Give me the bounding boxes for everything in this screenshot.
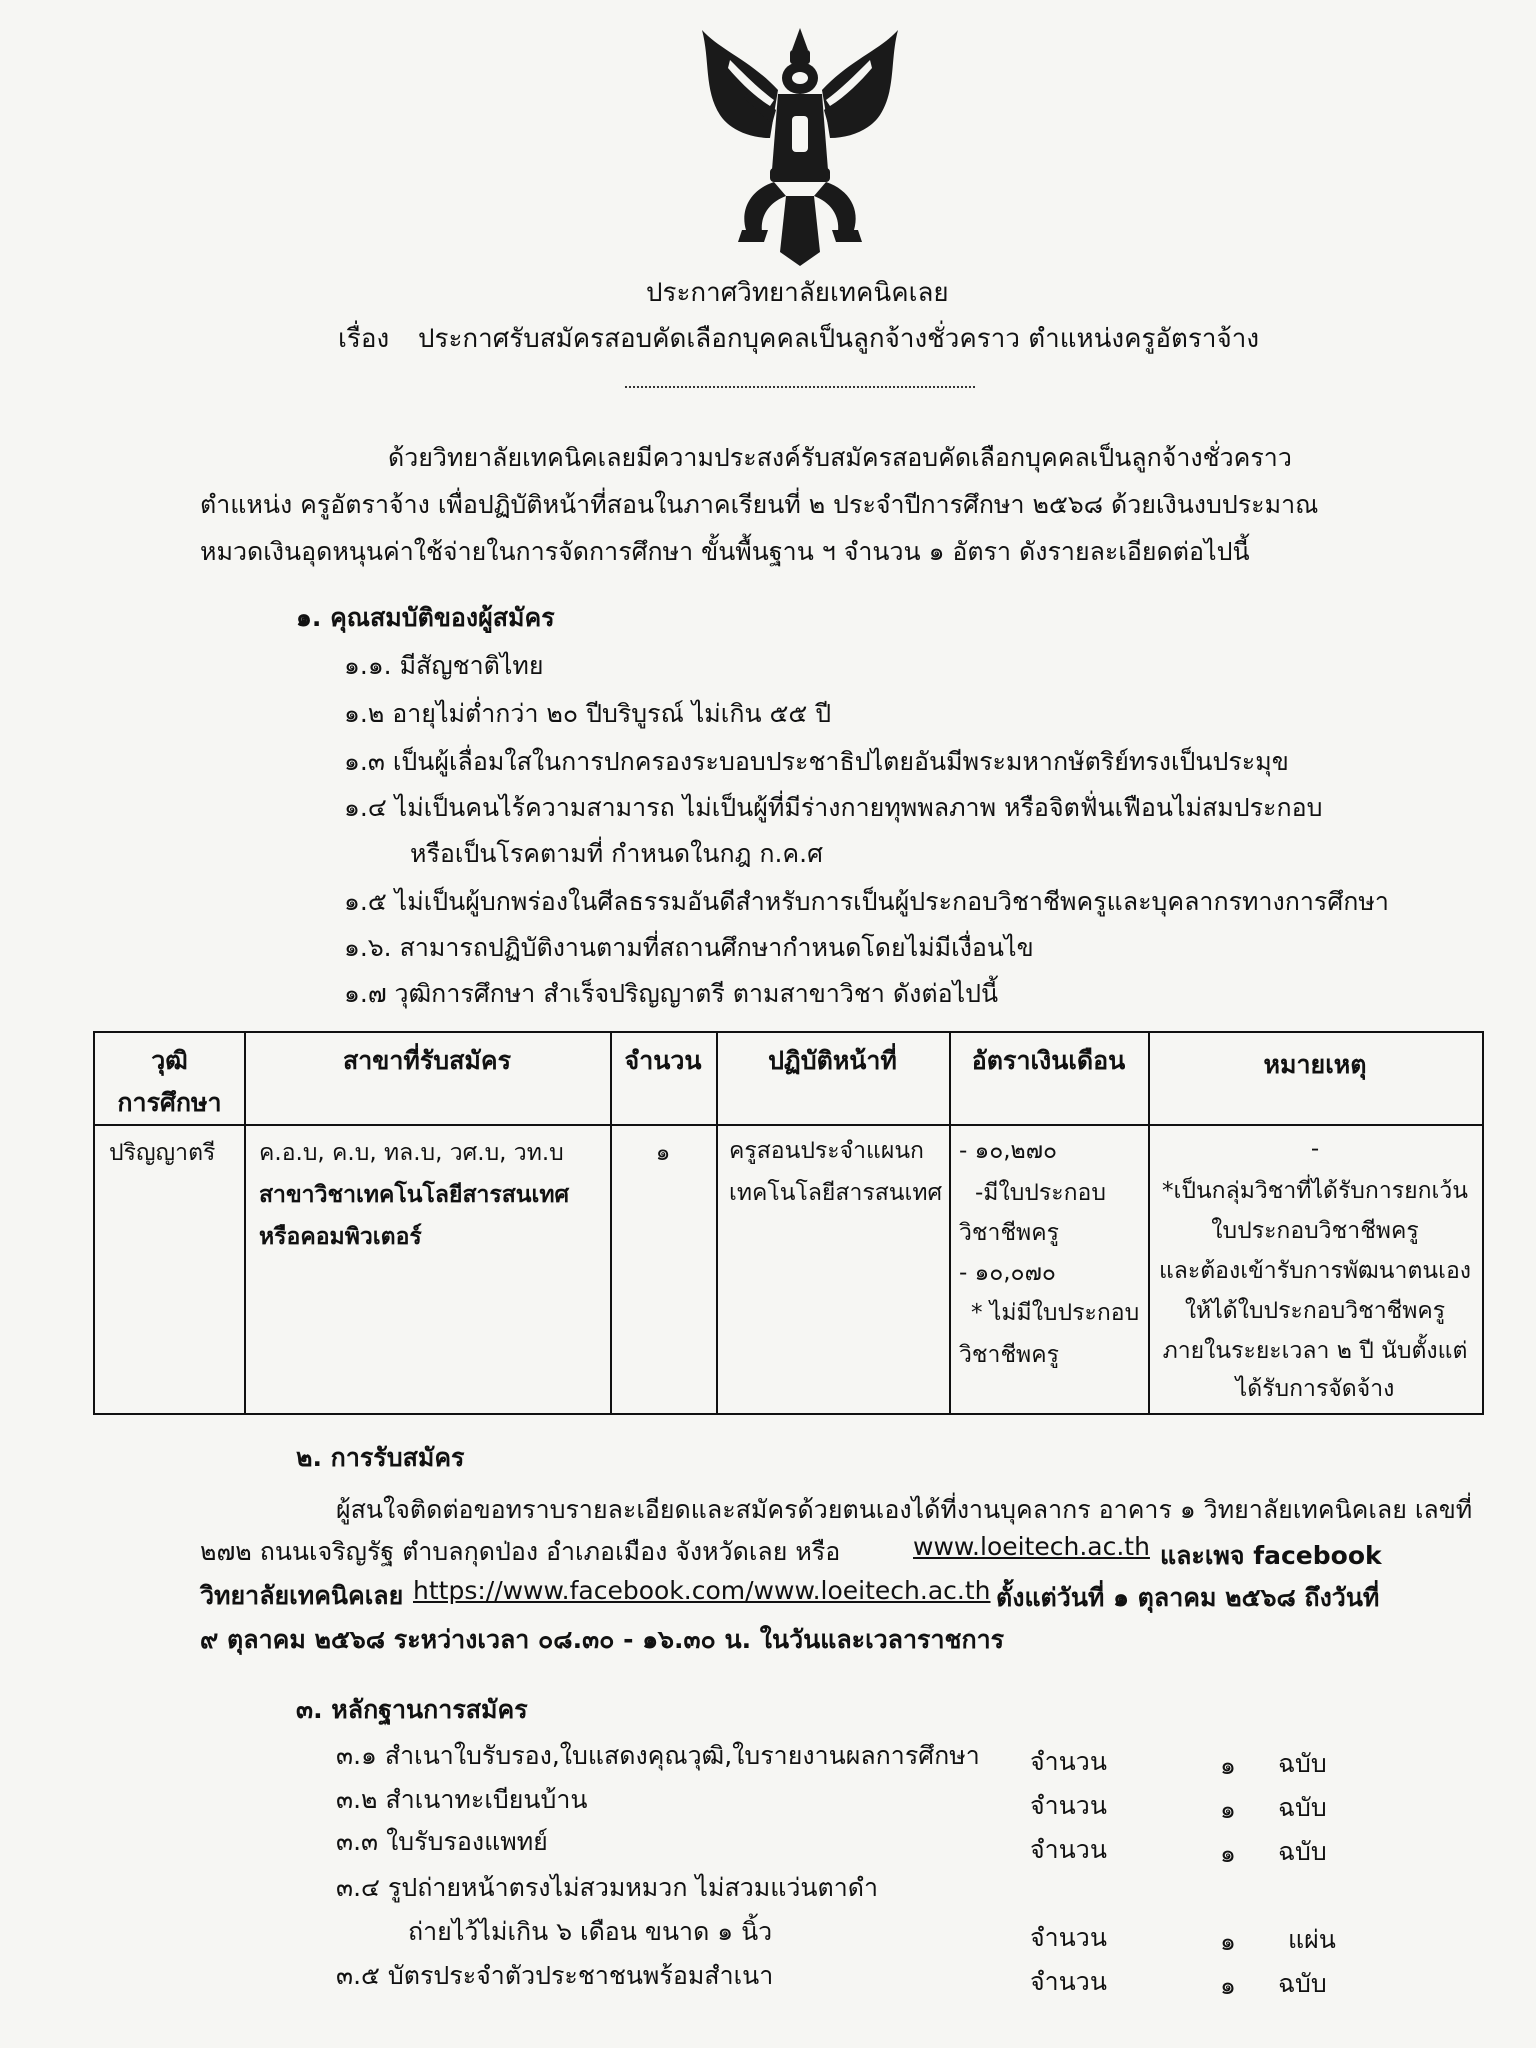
- application-line-3: วิทยาลัยเทคนิคเลย: [200, 1581, 404, 1610]
- document-qty: ๑: [1220, 1839, 1236, 1868]
- cell-note-line: ภายในระยะเวลา ๒ ปี นับตั้งแต่: [1162, 1338, 1468, 1364]
- document-item-label: ๓.๑ สำเนาใบรับรอง,ใบแสดงคุณวุฒิ,ใบรายงานผลการศึกษา: [336, 1741, 980, 1770]
- cell-salary-line: - ๑๐,๐๗๐: [959, 1260, 1056, 1286]
- th-field: สาขาที่รับสมัคร: [342, 1046, 512, 1075]
- document-qty: ๑: [1220, 1927, 1236, 1956]
- cell-salary-line: * ไม่มีใบประกอบ: [971, 1300, 1140, 1326]
- subject-text: ประกาศรับสมัครสอบคัดเลือกบุคคลเป็นลูกจ้างชั่วคราว ตำแหน่งครูอัตราจ้าง: [418, 324, 1260, 354]
- section-3-heading: ๓. หลักฐานการสมัคร: [296, 1695, 528, 1724]
- cell-count: ๑: [655, 1140, 671, 1166]
- th-note: หมายเหตุ: [1263, 1050, 1367, 1079]
- cell-note-line: *เป็นกลุ่มวิชาที่ได้รับการยกเว้น: [1161, 1178, 1469, 1204]
- application-period: ตั้งแต่วันที่ ๑ ตุลาคม ๒๕๖๘ ถึงวันที่: [996, 1583, 1380, 1612]
- cell-field-line: หรือคอมพิวเตอร์: [259, 1224, 422, 1250]
- cell-salary-line: วิชาชีพครู: [959, 1342, 1059, 1368]
- th-duty: ปฏิบัติหน้าที่: [768, 1046, 897, 1075]
- document-item-label: ๓.๔ รูปถ่ายหน้าตรงไม่สวมหมวก ไม่สวมแว่นตาดำ: [336, 1873, 879, 1902]
- document-unit: ฉบับ: [1278, 1749, 1327, 1778]
- qualification-item: ๑.๔ ไม่เป็นคนไร้ความสามารถ ไม่เป็นผู้ที่มีร่างกายทุพพลภาพ หรือจิตฟั่นเฟือนไม่สมประกอบ: [344, 793, 1323, 822]
- document-qty: ๑: [1220, 1971, 1236, 2000]
- cell-salary-line: -มีใบประกอบ: [975, 1180, 1106, 1206]
- subject-label: เรื่อง: [338, 324, 390, 354]
- facebook-page-label: และเพจ facebook: [1160, 1541, 1382, 1570]
- cell-salary-line: วิชาชีพครู: [959, 1220, 1059, 1246]
- document-qty-label: จำนวน: [1030, 1923, 1107, 1952]
- intro-line-2: ตำแหน่ง ครูอัตราจ้าง เพื่อปฏิบัติหน้าที่สอนในภาคเรียนที่ ๒ ประจำปีการศึกษา ๒๕๖๘ ด้วยเงินงบประมาณ: [200, 490, 1319, 519]
- th-count: จำนวน: [624, 1046, 702, 1075]
- qualification-item: ๑.๓ เป็นผู้เลื่อมใสในการปกครองระบอบประชาธิปไตยอันมีพระมหากษัตริย์ทรงเป็นประมุข: [344, 747, 1289, 776]
- qualification-item: ๑.๒ อายุไม่ต่ำกว่า ๒๐ ปีบริบูรณ์ ไม่เกิน ๕๕ ปี: [344, 699, 832, 728]
- org-title: ประกาศวิทยาลัยเทคนิคเลย: [646, 278, 949, 308]
- document-item-label: ๓.๒ สำเนาทะเบียนบ้าน: [336, 1785, 588, 1814]
- intro-line-3: หมวดเงินอุดหนุนค่าใช้จ่ายในการจัดการศึกษา ขั้นพื้นฐาน ฯ จำนวน ๑ อัตรา ดังรายละเอียดต่อไปนี้: [200, 537, 1250, 566]
- intro-line-1: ด้วยวิทยาลัยเทคนิคเลยมีความประสงค์รับสมัครสอบคัดเลือกบุคคลเป็นลูกจ้างชั่วคราว: [388, 443, 1292, 472]
- application-line-2: ๒๗๒ ถนนเจริญรัฐ ตำบลกุดป่อง อำเภอเมือง จังหวัดเลย หรือ: [200, 1537, 841, 1566]
- cell-duty-line: ครูสอนประจำแผนก: [729, 1138, 924, 1164]
- facebook-link[interactable]: https://www.facebook.com/www.loeitech.ac.th: [413, 1576, 991, 1605]
- document-unit: ฉบับ: [1278, 1793, 1327, 1822]
- document-qty-label: จำนวน: [1030, 1835, 1107, 1864]
- document-qty: ๑: [1220, 1795, 1236, 1824]
- website-link[interactable]: www.loeitech.ac.th: [913, 1532, 1150, 1561]
- document-unit: ฉบับ: [1278, 1969, 1327, 1998]
- cell-salary-line: - ๑๐,๒๗๐: [959, 1138, 1058, 1164]
- document-qty-label: จำนวน: [1030, 1791, 1107, 1820]
- cell-degree: ปริญญาตรี: [109, 1140, 216, 1166]
- cell-note-line: -: [1310, 1136, 1320, 1162]
- qualification-item-continued: หรือเป็นโรคตามที่ กำหนดในกฎ ก.ค.ศ: [410, 839, 823, 868]
- garuda-emblem-icon: [690, 20, 910, 270]
- qualification-table: [93, 1031, 1484, 1415]
- document-item-label-continued: ถ่ายไว้ไม่เกิน ๖ เดือน ขนาด ๑ นิ้ว: [408, 1917, 773, 1946]
- document-qty-label: จำนวน: [1030, 1747, 1107, 1776]
- document-qty: ๑: [1220, 1751, 1236, 1780]
- document-unit: ฉบับ: [1278, 1837, 1327, 1866]
- qualification-item: ๑.๕ ไม่เป็นผู้บกพร่องในศีลธรรมอันดีสำหรับการเป็นผู้ประกอบวิชาชีพครูและบุคลากรทางการศึกษา: [344, 887, 1389, 916]
- th-degree-2: การศึกษา: [117, 1088, 222, 1117]
- section-1-heading: ๑. คุณสมบัติของผู้สมัคร: [296, 603, 555, 632]
- th-degree: วุฒิ: [151, 1046, 188, 1075]
- application-line-1: ผู้สนใจติดต่อขอทราบรายละเอียดและสมัครด้วยตนเองได้ที่งานบุคลากร อาคาร ๑ วิทยาลัยเทคนิคเลย เลขที่: [336, 1495, 1473, 1524]
- document-item-label: ๓.๓ ใบรับรองแพทย์: [336, 1827, 548, 1856]
- qualification-item: ๑.๖. สามารถปฏิบัติงานตามที่สถานศึกษากำหนดโดยไม่มีเงื่อนไข: [344, 933, 1034, 962]
- cell-note-line: ให้ได้ใบประกอบวิชาชีพครู: [1184, 1298, 1446, 1324]
- cell-note-line: ได้รับการจัดจ้าง: [1235, 1376, 1395, 1402]
- cell-duty-line: เทคโนโลยีสารสนเทศ: [729, 1180, 943, 1206]
- cell-note-line: และต้องเข้ารับการพัฒนาตนเอง: [1158, 1258, 1472, 1284]
- document-qty-label: จำนวน: [1030, 1967, 1107, 1996]
- qualification-item: ๑.๑. มีสัญชาติไทย: [344, 651, 544, 680]
- th-salary: อัตราเงินเดือน: [971, 1046, 1126, 1075]
- document-item-label: ๓.๕ บัตรประจำตัวประชาชนพร้อมสำเนา: [336, 1961, 774, 1990]
- section-2-heading: ๒. การรับสมัคร: [296, 1443, 465, 1472]
- application-line-4: ๙ ตุลาคม ๒๕๖๘ ระหว่างเวลา ๐๘.๓๐ - ๑๖.๓๐ น. ในวันและเวลาราชการ: [200, 1625, 1005, 1654]
- cell-field-line: สาขาวิชาเทคโนโลยีสารสนเทศ: [259, 1182, 570, 1208]
- qualification-item: ๑.๗ วุฒิการศึกษา สำเร็จปริญญาตรี ตามสาขาวิชา ดังต่อไปนี้: [344, 979, 999, 1008]
- cell-note-line: ใบประกอบวิชาชีพครู: [1211, 1218, 1419, 1244]
- cell-field-line: ค.อ.บ, ค.บ, ทล.บ, วศ.บ, วท.บ: [259, 1140, 564, 1166]
- header-divider: [625, 386, 975, 388]
- document-unit: แผ่น: [1288, 1925, 1336, 1954]
